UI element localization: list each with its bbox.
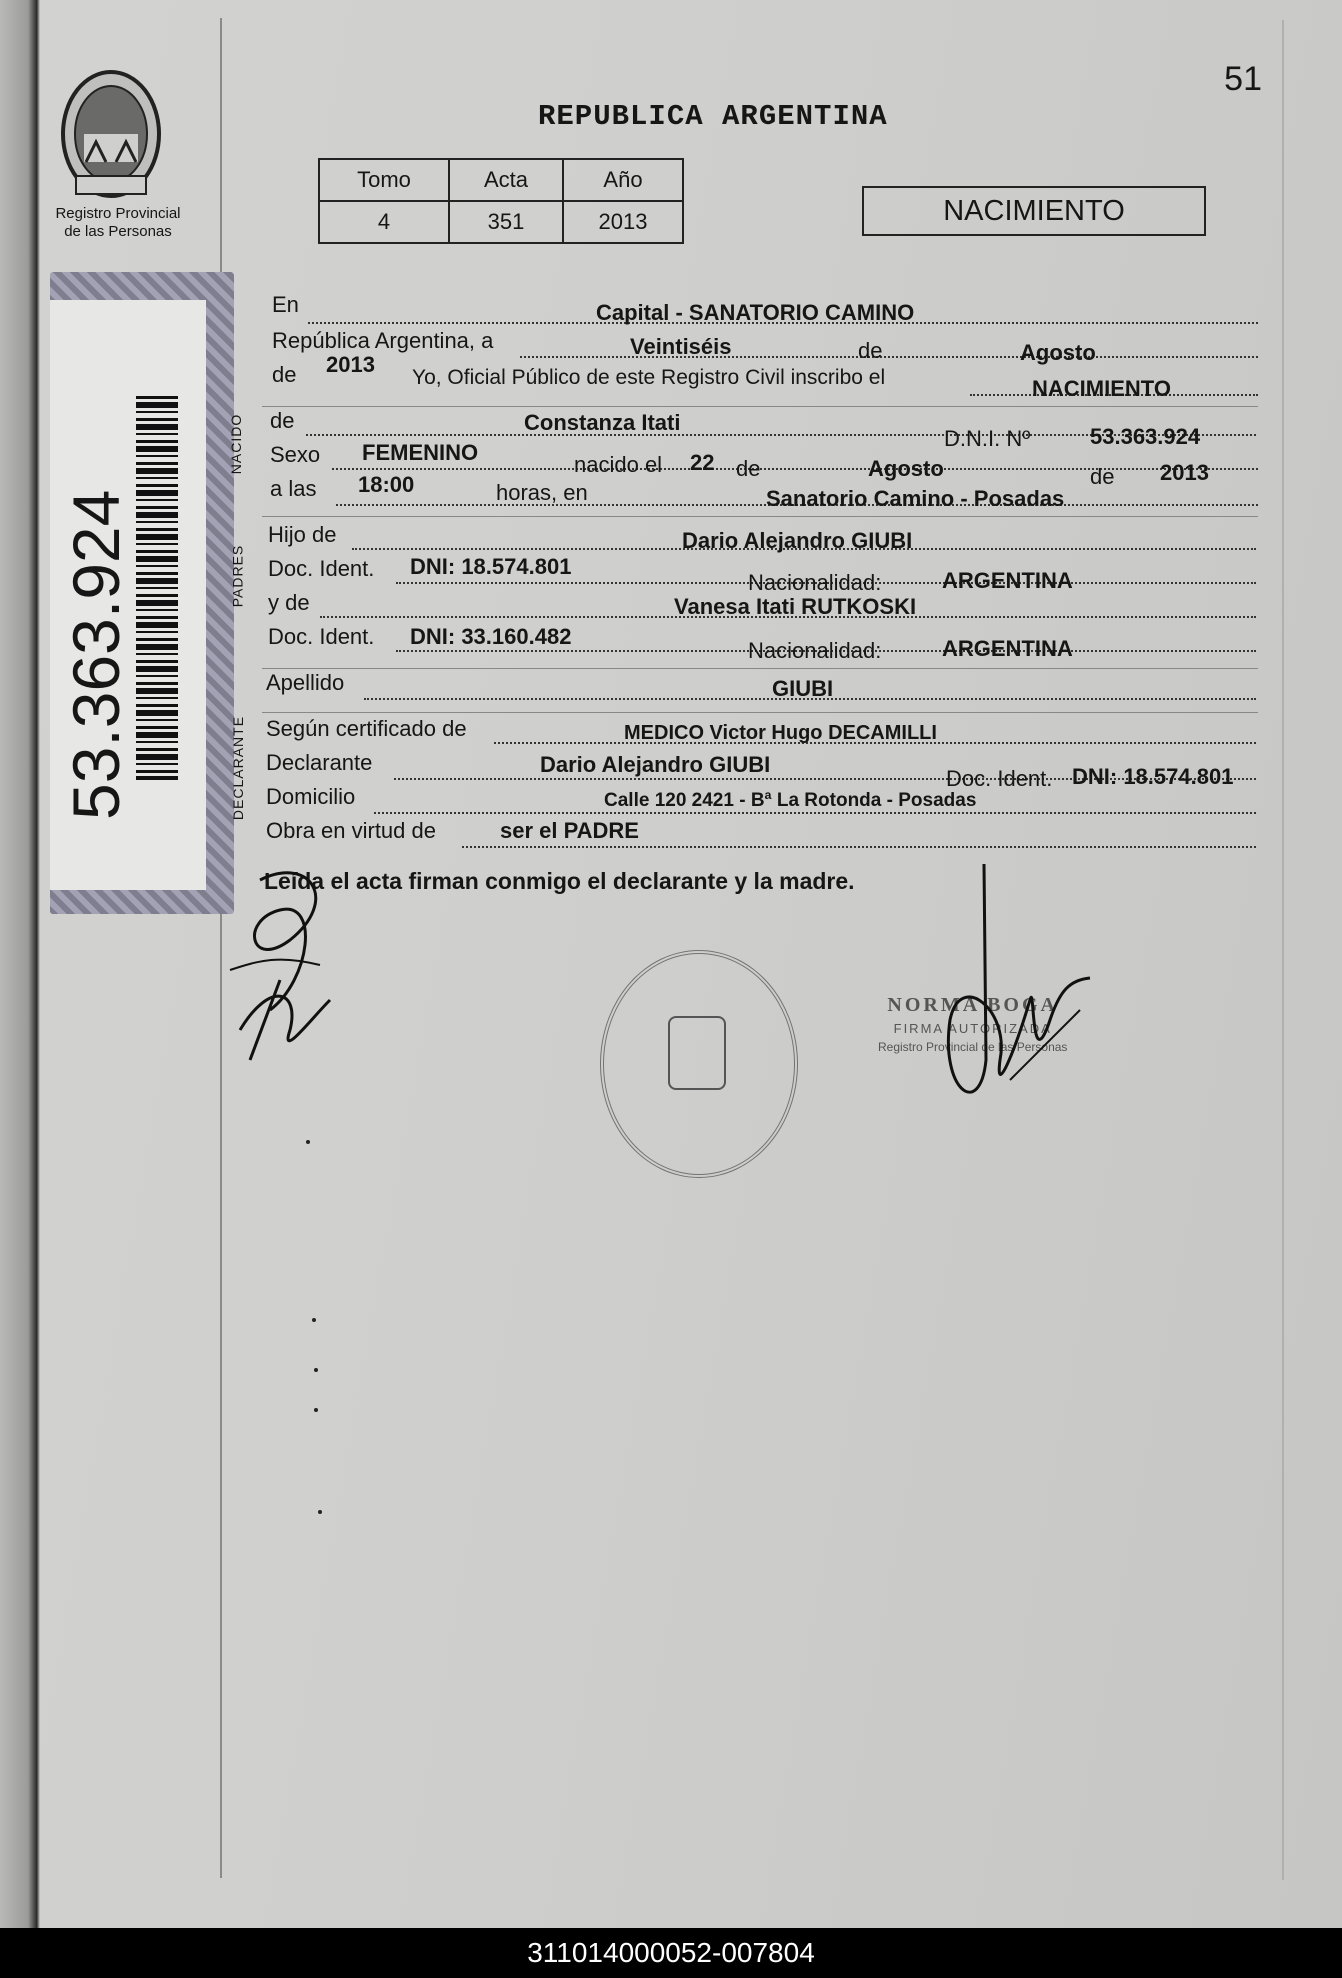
- scan-speck: [306, 1140, 310, 1144]
- scan-speck: [314, 1408, 318, 1412]
- stamp-role: FIRMA AUTORIZADA: [893, 1021, 1052, 1036]
- side-label-declarante: DECLARANTE: [230, 715, 247, 821]
- tomo-acta-table: [318, 158, 684, 244]
- scan-edge: [0, 0, 40, 1928]
- barcode-number: 53.363.924: [59, 489, 133, 820]
- alas-label: a las: [270, 476, 317, 501]
- yde-label: y de: [268, 590, 310, 615]
- madre-value: Vanesa Itati RUTKOSKI: [674, 594, 917, 619]
- doc2-label: Doc. Ident.: [268, 624, 375, 649]
- doc1-label: Doc. Ident.: [268, 556, 375, 581]
- scan-speck: [312, 1318, 316, 1322]
- scan-speck: [314, 1368, 318, 1372]
- apellido-value: GIUBI: [772, 676, 834, 701]
- doc1-value: DNI: 18.574.801: [410, 554, 572, 579]
- dotted-line: [332, 468, 1258, 470]
- dotted-line: [374, 812, 1256, 814]
- anio-header: Año: [563, 159, 683, 201]
- nacido-anio: 2013: [1160, 460, 1209, 485]
- page-number: 51: [1224, 60, 1262, 98]
- tomo-header: Tomo: [319, 159, 449, 201]
- nac2-label: Nacionalidad:: [748, 638, 882, 663]
- doc2-value: DNI: 33.160.482: [410, 624, 572, 649]
- nac1-label: Nacionalidad:: [748, 570, 882, 595]
- en-value: Capital - SANATORIO CAMINO: [596, 300, 915, 325]
- declarant-signature: [220, 860, 360, 1080]
- acta-value: 351: [449, 201, 563, 243]
- barcode-bars: [136, 396, 178, 780]
- side-label-padres: PADRES: [229, 544, 246, 608]
- hora-value: 18:00: [358, 472, 415, 497]
- declarante-value: Dario Alejandro GIUBI: [540, 752, 771, 777]
- nacido-de-label: de: [736, 456, 761, 481]
- de-label: de: [858, 338, 883, 363]
- sexo-label: Sexo: [270, 442, 321, 467]
- oficial-text: Yo, Oficial Público de este Registro Civil inscribo el: [412, 366, 886, 389]
- dni-label: D.N.I. Nº: [944, 426, 1031, 451]
- tipo-value: NACIMIENTO: [1032, 376, 1171, 401]
- dotted-line: [462, 846, 1256, 848]
- nombre-value: Constanza Itati: [524, 410, 681, 435]
- section-divider: [262, 712, 1258, 713]
- sexo-value: FEMENINO: [362, 440, 479, 465]
- domicilio-label: Domicilio: [266, 784, 356, 809]
- republica-label: República Argentina, a: [272, 328, 494, 353]
- certificado-value: MEDICO Victor Hugo DECAMILLI: [624, 722, 937, 744]
- footer-code: 311014000052-007804: [0, 1928, 1342, 1978]
- scan-speck: [318, 1510, 322, 1514]
- hijo-label: Hijo de: [268, 522, 337, 547]
- dni-value: 53.363.924: [1090, 424, 1201, 449]
- nombre-label: de: [270, 408, 295, 433]
- section-divider: [262, 406, 1258, 407]
- anio-value: 2013: [563, 201, 683, 243]
- apellido-label: Apellido: [266, 670, 345, 695]
- nac2-value: ARGENTINA: [942, 636, 1073, 661]
- nac1-value: ARGENTINA: [942, 568, 1073, 593]
- de-label: de: [272, 362, 297, 387]
- lugar-value: Sanatorio Camino - Posadas: [766, 486, 1065, 511]
- nacido-de2-label: de: [1090, 464, 1115, 489]
- province-seal-logo: [56, 64, 166, 202]
- page-title: REPUBLICA ARGENTINA: [538, 100, 888, 133]
- seal-emblem: [668, 1016, 726, 1090]
- en-label: En: [272, 292, 299, 317]
- certificado-label: Según certificado de: [266, 716, 467, 741]
- right-margin-line: [1282, 20, 1284, 1880]
- domicilio-value: Calle 120 2421 - Bª La Rotonda - Posadas: [604, 790, 977, 811]
- nacido-label: nacido el: [574, 452, 663, 477]
- declarante-doc-value: DNI: 18.574.801: [1072, 764, 1234, 789]
- official-signature: [920, 860, 1100, 1130]
- record-type-box: NACIMIENTO: [862, 186, 1206, 236]
- logo-caption: Registro Provincial de las Personas: [55, 205, 181, 240]
- closing-note: Leída el acta firman conmigo el declarante y la madre.: [264, 868, 855, 894]
- horas-label: horas, en: [496, 480, 588, 505]
- section-divider: [262, 668, 1258, 669]
- stamp-name: NORMA BOGA: [887, 994, 1058, 1016]
- mes-value: Agosto: [1020, 340, 1096, 365]
- nacido-dia: 22: [690, 450, 715, 475]
- declarante-doc-label: Doc. Ident.: [946, 766, 1053, 791]
- dia-value: Veintiséis: [630, 334, 732, 359]
- padre-value: Dario Alejandro GIUBI: [682, 528, 913, 553]
- nacido-mes: Agosto: [868, 456, 944, 481]
- acta-header: Acta: [449, 159, 563, 201]
- stamp-org: Registro Provincial de las Personas: [878, 1040, 1068, 1054]
- obra-label: Obra en virtud de: [266, 818, 436, 843]
- anio-inscripcion: 2013: [326, 352, 375, 377]
- obra-value: ser el PADRE: [500, 818, 639, 843]
- declarante-label: Declarante: [266, 750, 373, 775]
- tomo-value: 4: [319, 201, 449, 243]
- section-divider: [262, 516, 1258, 517]
- side-label-nacido: NACIDO: [228, 413, 245, 475]
